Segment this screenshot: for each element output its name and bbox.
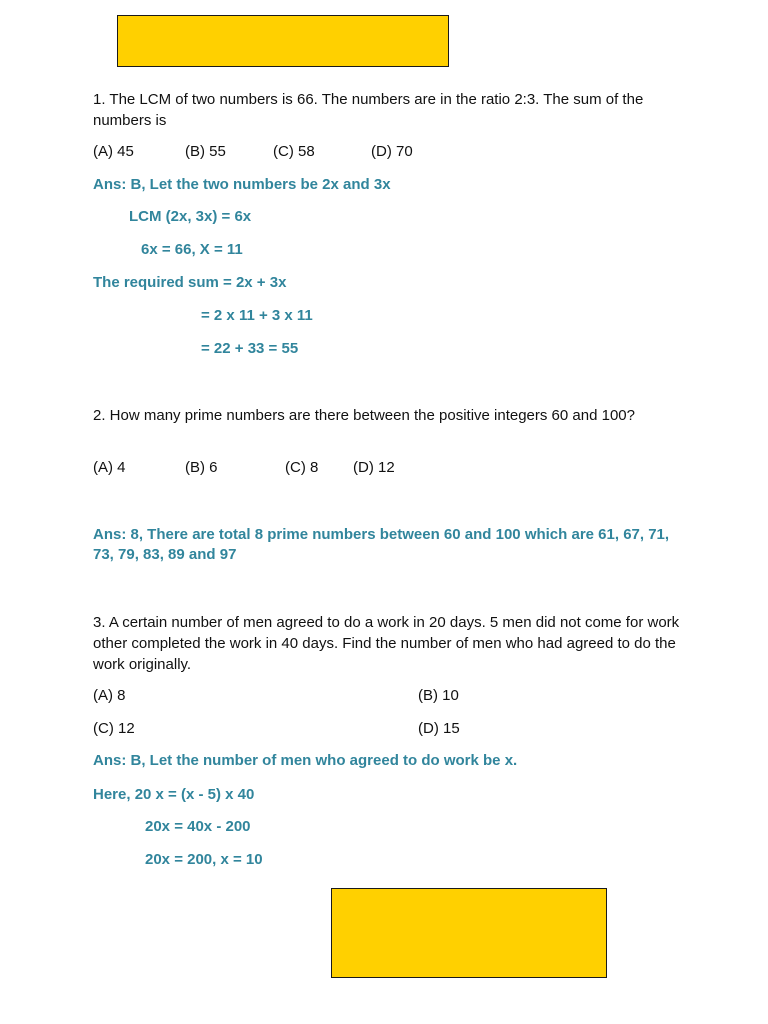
q1-answer-line: LCM (2x, 3x) = 6x <box>129 208 252 225</box>
q1-answer-line: = 22 + 33 = 55 <box>201 340 299 357</box>
q3-answer-line: Here, 20 x = (x - 5) x 40 <box>93 786 255 803</box>
q2-option-b: (B) 6 <box>185 459 218 476</box>
q1-answer-line: = 2 x 11 + 3 x 11 <box>201 307 313 324</box>
q3-option-a: (A) 8 <box>93 687 126 704</box>
q2-answer: Ans: 8, There are total 8 prime numbers between 60 and 100 which are 61, 67, 71, 73, 79, 83, 89 and 97 <box>93 526 670 563</box>
q3-answer-line: 20x = 40x - 200 <box>145 818 251 835</box>
q2-option-c: (C) 8 <box>285 459 319 476</box>
q1-answer-line: 6x = 66, X = 11 <box>141 241 243 258</box>
q3-answer-line: Ans: B, Let the number of men who agreed to do work be x. <box>93 752 518 769</box>
highlight-box-top <box>117 15 449 67</box>
highlight-box-bottom <box>331 888 607 978</box>
q1-option-c: (C) 58 <box>273 143 315 160</box>
q3-option-d: (D) 15 <box>418 720 460 737</box>
q3-option-b: (B) 10 <box>418 687 459 704</box>
q1-option-a: (A) 45 <box>93 143 134 160</box>
question-2-text: 2. How many prime numbers are there between the positive integers 60 and 100? <box>93 407 635 424</box>
question-1-text: 1. The LCM of two numbers is 66. The numbers are in the ratio 2:3. The sum of the numbers is <box>93 91 644 129</box>
q1-option-d: (D) 70 <box>371 143 413 160</box>
q1-answer-line: Ans: B, Let the two numbers be 2x and 3x <box>93 176 391 193</box>
q2-option-d: (D) 12 <box>353 459 395 476</box>
q1-option-b: (B) 55 <box>185 143 226 160</box>
q2-option-a: (A) 4 <box>93 459 126 476</box>
q3-answer-line: 20x = 200, x = 10 <box>145 851 263 868</box>
question-3-text: 3. A certain number of men agreed to do a work in 20 days. 5 men did not come for work other completed the work in 40 days. Find the number of men who had agreed to do the work originally. <box>93 614 680 673</box>
q1-answer-line: The required sum = 2x + 3x <box>93 274 287 291</box>
q3-option-c: (C) 12 <box>93 720 135 737</box>
